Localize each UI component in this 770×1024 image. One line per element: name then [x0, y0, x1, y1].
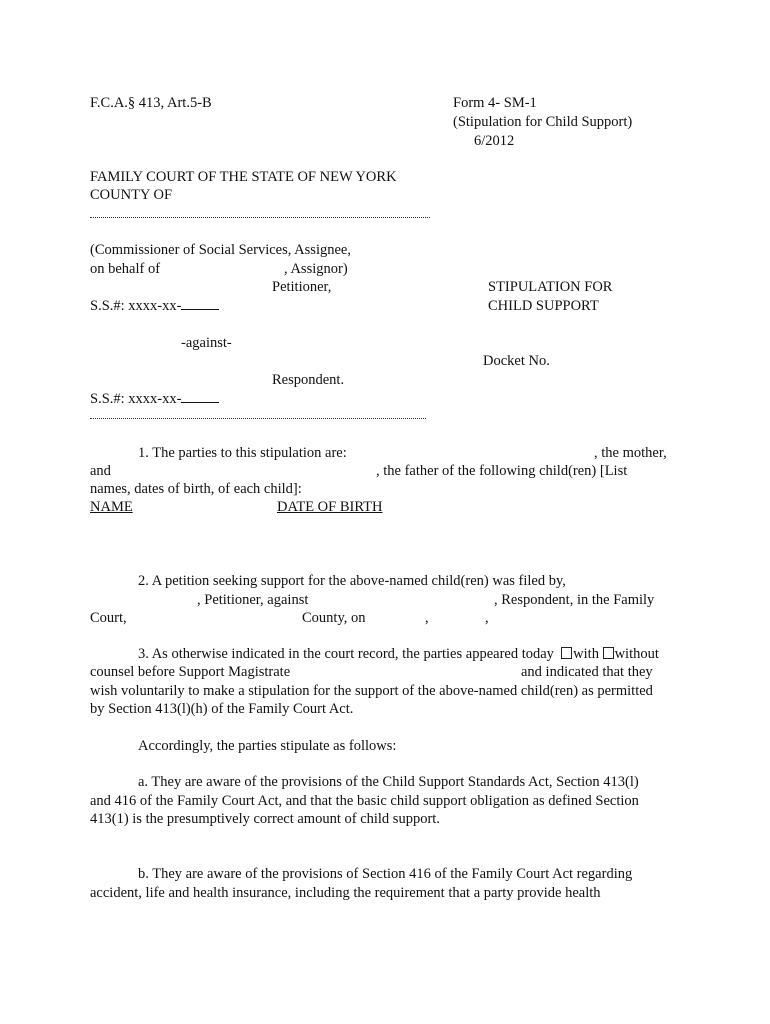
court-name: FAMILY COURT OF THE STATE OF NEW YORK	[90, 169, 397, 185]
docket-number-label: Docket No.	[483, 353, 550, 369]
column-header-dob: DATE OF BIRTH	[277, 499, 383, 515]
p2-comma-2: ,	[485, 610, 489, 626]
county-label: COUNTY OF	[90, 187, 173, 203]
statute-reference: F.C.A.§ 413, Art.5-B	[90, 95, 212, 111]
document-title-line2: CHILD SUPPORT	[488, 298, 599, 314]
p2-comma-1: ,	[425, 610, 429, 626]
p1-list-instruction: names, dates of birth, of each child]:	[90, 481, 302, 497]
form-title: (Stipulation for Child Support)	[453, 114, 633, 130]
form-date: 6/2012	[474, 133, 515, 149]
against-label: -against-	[181, 335, 232, 351]
ssn-petitioner: S.S.#: xxxx-xx-	[90, 297, 219, 315]
document-title-line1: STIPULATION FOR	[488, 279, 613, 295]
petitioner-line1: (Commissioner of Social Services, Assignee,	[90, 242, 351, 258]
petitioner-assignor: , Assignor)	[284, 261, 348, 277]
p3-line1: 3. As otherwise indicated in the court record, the parties appeared today with without	[138, 646, 659, 662]
ssn-respondent: S.S.#: xxxx-xx-	[90, 390, 219, 408]
respondent-label: Respondent.	[272, 372, 345, 388]
without-counsel-checkbox[interactable]	[603, 647, 614, 659]
p1-and: and	[90, 463, 111, 479]
pb-line1: b. They are aware of the provisions of Section 416 of the Family Court Act regarding	[138, 866, 633, 882]
p1-father: , the father of the following child(ren) [List	[376, 463, 628, 479]
column-header-name: NAME	[90, 499, 133, 515]
p2-county-on: County, on	[302, 610, 366, 626]
p3-indicated: and indicated that they	[521, 664, 653, 680]
with-counsel-checkbox[interactable]	[561, 647, 572, 659]
p2-respondent: , Respondent, in the Family	[494, 592, 655, 608]
form-number: Form 4- SM-1	[453, 95, 537, 111]
pb-line2: accident, life and health insurance, including the requirement that a party provide health	[90, 885, 601, 901]
p3-magistrate: counsel before Support Magistrate	[90, 664, 291, 680]
pa-line2: and 416 of the Family Court Act, and that the basic child support obligation as defined Section	[90, 793, 639, 809]
p1-parties-intro: 1. The parties to this stipulation are:	[138, 445, 347, 461]
petitioner-on-behalf: on behalf of	[90, 261, 161, 277]
p2-court: Court,	[90, 610, 127, 626]
p2-line1: 2. A petition seeking support for the above-named child(ren) was filed by,	[138, 573, 566, 589]
caption-separator-top	[90, 217, 430, 218]
p3-line3: wish voluntarily to make a stipulation for the support of the above-named child(ren) as permitted	[90, 683, 653, 699]
pa-line1: a. They are aware of the provisions of the Child Support Standards Act, Section 413(l)	[138, 774, 639, 790]
p3-line4: by Section 413(l)(h) of the Family Court Act.	[90, 701, 354, 717]
caption-separator-bottom	[90, 418, 426, 419]
p1-mother: , the mother,	[594, 445, 667, 461]
accordingly-statement: Accordingly, the parties stipulate as follows:	[138, 738, 397, 754]
pa-line3: 413(1) is the presumptively correct amount of child support.	[90, 811, 440, 827]
petitioner-label: Petitioner,	[272, 279, 332, 295]
p2-petitioner: , Petitioner, against	[197, 592, 309, 608]
